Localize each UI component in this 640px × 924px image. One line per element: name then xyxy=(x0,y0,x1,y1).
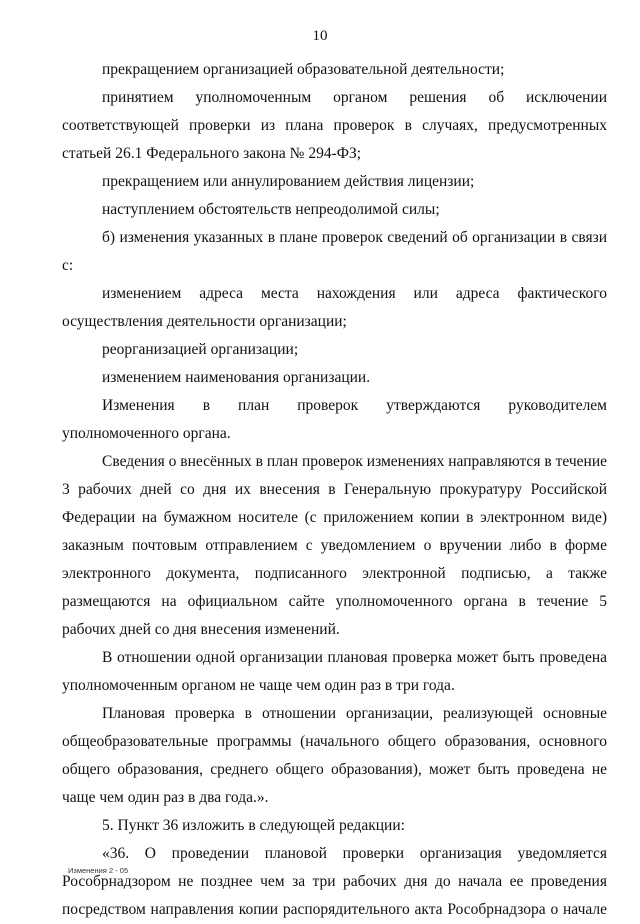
footer-note: Изменения 2 - 05 xyxy=(68,866,129,875)
paragraph: В отношении одной организации плановая проверка может быть проведена уполномоченным органом не чаще чем один раз в три года. xyxy=(62,649,607,694)
paragraph: изменением наименования организации. xyxy=(102,369,371,386)
paragraph: Сведения о внесённых в план проверок изменениях направляются в течение 3 рабочих дней со дня их внесения в Генеральную прокуратуру Российской Федерации на бумажном носителе (с приложением копии в электронном виде) заказным почтовым отправлением с уведомлением о вручении либо в форме электронного документа, подписанного электронной подписью, а также размещаются на официальном сайте уполномоченного органа в течение 5 рабочих дней со дня внесения изменений. xyxy=(62,453,607,638)
paragraph: б) изменения указанных в плане проверок сведений об организации в связи с: xyxy=(62,229,607,274)
paragraph: принятием уполномоченным органом решения об исключении соответствующей проверки из плана проверок в случаях, предусмотренных статьей 26.1 Федерального закона № 294-ФЗ; xyxy=(62,89,607,162)
paragraph: изменением адреса места нахождения или адреса фактического осуществления деятельности организации; xyxy=(62,285,607,330)
page-number: 10 xyxy=(312,28,328,44)
paragraph: 5. Пункт 36 изложить в следующей редакции: xyxy=(102,817,405,834)
paragraph: наступлением обстоятельств непреодолимой силы; xyxy=(102,201,440,218)
paragraph: прекращением организацией образовательной деятельности; xyxy=(102,61,505,78)
paragraph: Изменения в план проверок утверждаются руководителем уполномоченного органа. xyxy=(62,397,607,442)
paragraph-continued: «36. О проведении плановой проверки организация уведомляется Рособрнадзором не позднее чем за три рабочих дня до начала ее проведения посредством направления копии распорядительного акта Рособрнадзора о начале xyxy=(62,845,607,918)
paragraph: Плановая проверка в отношении организации, реализующей основные общеобразовательные программы (начального общего образования, основного общего образования, среднего общего образования), может быть проведена не чаще чем один раз в два года.». xyxy=(62,705,607,806)
document-body xyxy=(62,56,607,924)
paragraph: прекращением или аннулированием действия лицензии; xyxy=(102,173,475,190)
paragraph: реорганизацией организации; xyxy=(102,341,299,358)
